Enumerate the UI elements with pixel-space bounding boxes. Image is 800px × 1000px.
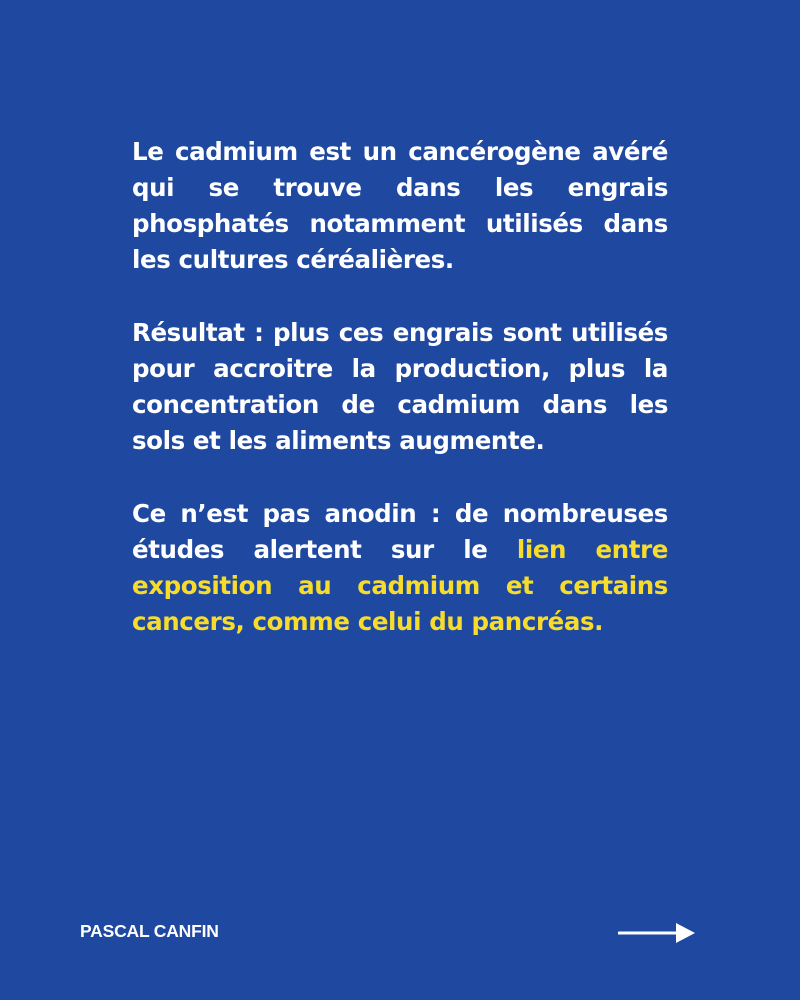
- paragraph-studies-lead: Ce n’est pas anodin : de nombreuses études alertent sur le: [132, 499, 668, 564]
- paragraph-studies: [132, 496, 668, 640]
- paragraph-result: Résultat : plus ces engrais sont utilisés pour accroitre la production, plus la concentration de cadmium dans les sols et les aliments augmente.: [132, 318, 668, 455]
- next-slide-button[interactable]: [618, 922, 696, 944]
- arrow-right-icon: [618, 922, 696, 944]
- brand-name: PASCAL CANFIN: [80, 921, 219, 941]
- paragraph-cadmium-intro: Le cadmium est un cancérogène avéré qui se trouve dans les engrais phosphatés notamment utilisés dans les cultures céréalières.: [132, 137, 668, 274]
- highlighted-text: lien entre exposition au cadmium et certains cancers, comme celui du pancréas.: [132, 535, 668, 636]
- slide-text: [132, 134, 668, 640]
